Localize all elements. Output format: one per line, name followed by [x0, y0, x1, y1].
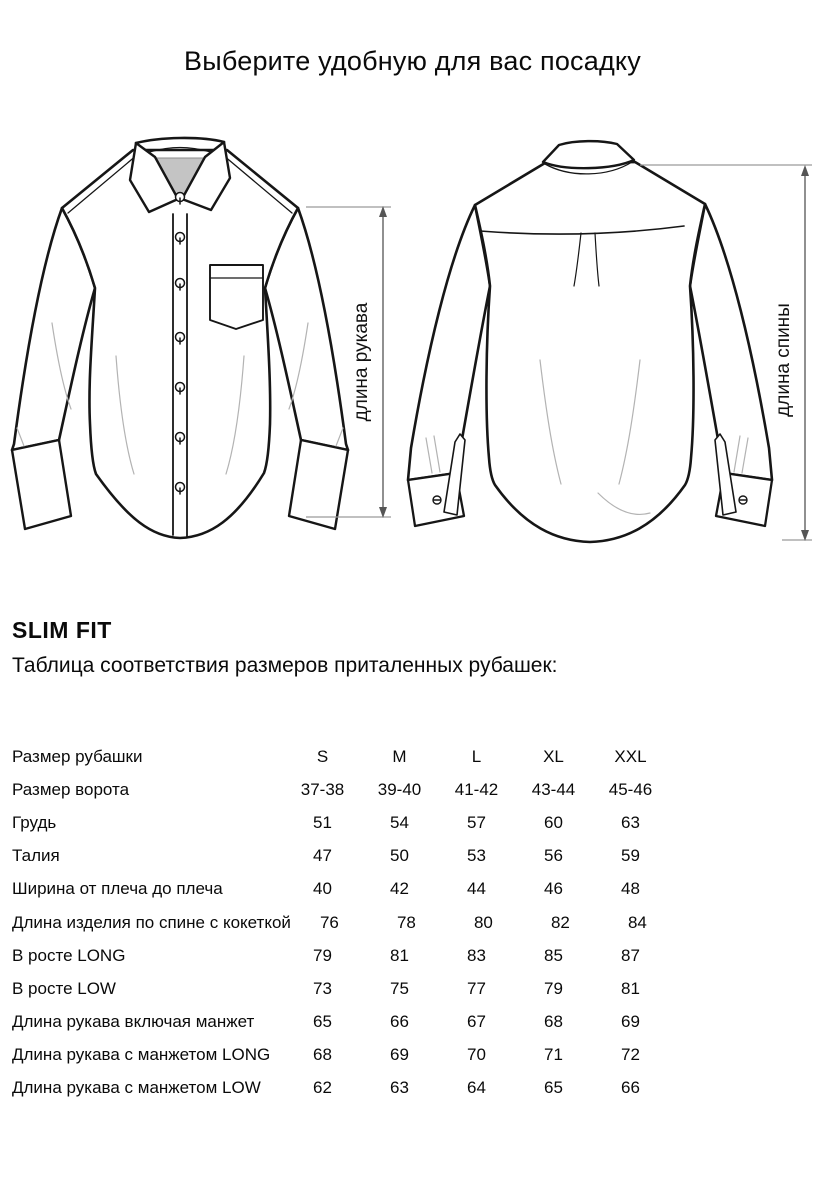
table-row	[12, 840, 712, 873]
row-value: 42	[390, 879, 409, 899]
back-length-label: длина спины	[773, 303, 794, 417]
row-value: 68	[544, 1012, 563, 1032]
column-header: S	[316, 746, 329, 766]
row-value: 81	[621, 978, 640, 998]
row-value: 40	[313, 879, 332, 899]
row-value: 64	[467, 1078, 486, 1098]
row-value: 63	[621, 812, 640, 832]
row-value: 77	[467, 978, 486, 998]
row-label: Талия	[12, 846, 60, 866]
row-value: 50	[390, 846, 409, 866]
row-label: Длина изделия по спине с кокеткой	[12, 912, 291, 932]
row-value: 44	[467, 879, 486, 899]
row-value: 57	[467, 812, 486, 832]
row-value: 67	[467, 1012, 486, 1032]
row-label: Ширина от плеча до плеча	[12, 879, 223, 899]
row-value: 79	[313, 945, 332, 965]
row-value: 69	[390, 1045, 409, 1065]
row-value: 65	[313, 1012, 332, 1032]
row-label: Длина рукава с манжетом LONG	[12, 1045, 271, 1065]
row-value: 39-40	[377, 779, 422, 799]
table-row	[12, 1006, 712, 1039]
row-value: 82	[550, 912, 570, 932]
row-value: 75	[390, 978, 409, 998]
table-row	[12, 906, 712, 939]
table-row	[12, 806, 712, 839]
row-value: 47	[313, 846, 332, 866]
row-label: Длина рукава включая манжет	[12, 1012, 255, 1032]
row-value: 43-44	[531, 779, 576, 799]
row-value: 59	[621, 846, 640, 866]
table-row	[12, 773, 712, 806]
row-value: 72	[621, 1045, 640, 1065]
shirt-front-drawing	[12, 138, 348, 538]
row-value: 45-46	[608, 779, 653, 799]
row-label: Длина рукава с манжетом LOW	[12, 1078, 261, 1098]
row-value: 60	[544, 812, 563, 832]
row-value: 76	[319, 912, 339, 932]
row-value: 65	[544, 1078, 563, 1098]
row-value: 85	[544, 945, 563, 965]
row-value: 83	[467, 945, 486, 965]
row-label: Размер рубашки	[12, 746, 143, 766]
row-value: 56	[544, 846, 563, 866]
column-header: XL	[543, 746, 564, 766]
row-value: 87	[621, 945, 640, 965]
row-value: 54	[390, 812, 409, 832]
front-right-cuff	[289, 440, 348, 529]
table-row	[12, 972, 712, 1005]
row-label: В росте LONG	[12, 945, 126, 965]
row-value: 68	[313, 1045, 332, 1065]
row-value: 79	[544, 978, 563, 998]
table-header-row	[12, 740, 712, 773]
row-value: 66	[621, 1078, 640, 1098]
shirt-diagram-svg	[0, 128, 825, 578]
fit-heading: SLIM FIT	[12, 617, 112, 643]
shirt-back-drawing	[408, 141, 772, 542]
row-value: 53	[467, 846, 486, 866]
front-left-cuff	[12, 440, 71, 529]
back-collar	[543, 141, 634, 168]
row-value: 41-42	[454, 779, 499, 799]
table-row	[12, 873, 712, 906]
row-value: 70	[467, 1045, 486, 1065]
row-value: 78	[396, 912, 416, 932]
row-value: 62	[313, 1078, 332, 1098]
table-row	[12, 939, 712, 972]
row-value: 84	[627, 912, 647, 932]
table-row	[12, 1039, 712, 1072]
row-value: 69	[621, 1012, 640, 1032]
table-row	[12, 1072, 712, 1105]
chest-pocket	[210, 265, 263, 329]
sleeve-length-label: длина рукава	[351, 302, 372, 422]
table-subtitle: Таблица соответствия размеров приталенных рубашек:	[12, 654, 558, 677]
row-value: 37-38	[300, 779, 345, 799]
column-header: M	[392, 746, 407, 766]
row-value: 51	[313, 812, 332, 832]
size-table	[12, 740, 712, 1105]
row-label: В росте LOW	[12, 978, 116, 998]
row-value: 46	[544, 879, 563, 899]
row-value: 73	[313, 978, 332, 998]
row-value: 81	[390, 945, 409, 965]
row-value: 80	[473, 912, 493, 932]
shirt-diagram	[0, 128, 825, 578]
row-label: Размер ворота	[12, 779, 130, 799]
column-header: L	[471, 746, 482, 766]
row-label: Грудь	[12, 812, 57, 832]
row-value: 66	[390, 1012, 409, 1032]
row-value: 63	[390, 1078, 409, 1098]
row-value: 48	[621, 879, 640, 899]
page-title: Выберите удобную для вас посадку	[184, 46, 641, 76]
row-value: 71	[544, 1045, 563, 1065]
column-header: XXL	[614, 746, 647, 766]
